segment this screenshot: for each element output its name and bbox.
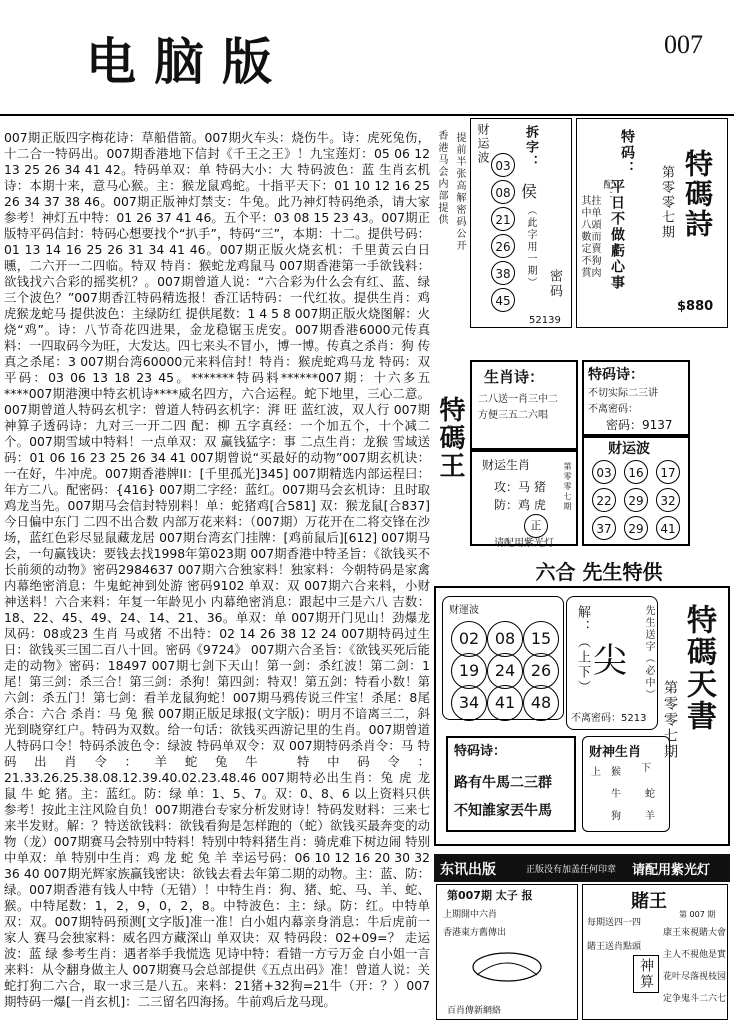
luck-side: 第零零七期 xyxy=(563,462,572,512)
ball: 32 xyxy=(656,488,680,512)
strip-mid: 正版没有加盖任何印章 xyxy=(526,865,617,875)
ball: 19 xyxy=(451,653,487,689)
code-line xyxy=(606,416,673,433)
luck-zodiac-box xyxy=(470,450,578,546)
ball: 48 xyxy=(523,685,559,721)
ball: 03 xyxy=(592,460,616,484)
ball: 21 xyxy=(491,207,515,231)
wave-label: 财运波 xyxy=(476,123,490,165)
poem2-title: 特码诗： xyxy=(454,744,507,759)
wealth-god-left-3: 狗 xyxy=(611,811,621,822)
hint-char: 尖 xyxy=(593,641,627,681)
strip-left: 东讯出版 xyxy=(440,862,496,878)
ball: 08 xyxy=(491,180,515,204)
attack-line xyxy=(494,478,546,495)
hint-nocode-label: 不离密码： xyxy=(571,713,621,724)
wealth-god-left-2: 牛 xyxy=(611,789,621,800)
code-poem-title: 特码诗： xyxy=(588,367,644,383)
zodiac-poem-box xyxy=(470,360,578,450)
special-label: 特码： xyxy=(619,129,635,177)
defend-line xyxy=(494,496,546,513)
taizi-note: 上期開中六肖 xyxy=(443,910,498,920)
attack-value: 马 猪 xyxy=(518,480,546,494)
seal-stamp: 正 xyxy=(524,514,548,538)
sidebar-vertical-right: 提前半张高解密码公开 xyxy=(454,132,465,252)
poem2-line-2: 不知誰家丟牛馬 xyxy=(454,803,552,819)
hint-right: 先生送字（必中） xyxy=(643,605,654,701)
hint-label: 解：（上下） xyxy=(575,605,590,695)
main-text-column: 007期正版四字梅花诗：草船借箭。007期火车头：烧伤牛。诗：虎死兔伤，十二合一特码出。007期香港地下信封《千王之王》！九宝莲灯：05 06 12 13 25 26 34 41 42。特码单双：单 特码大小：大 特码波色：蓝 生肖玄机诗：本期十来，意马心猴。主：猴龙鼠鸡蛇。十指平天下：01 10 12 16 25 26 34 37 38 46。007期正版神灯禁支：牛兔。此乃神灯特码绝杀，请大家参考！神灯五中特：01 26 37 41 46。五个平：03 08 15 23 43。007期正版特平码信封：特码心想要找个“扒手”，特码“三”，本期：十二。提供号码：01 13 14 16 25 26 31 34 41 46。007期正版火烧玄机：千里黄云白日曛，二六开一二四临。特双 特肖：猴蛇龙鸡鼠马 007期香港第一手欲钱料：欲钱找六合彩的摇奖机？。007期曾道人说：“六合彩为什么会有红、蓝、绿三个波色？”007期香江特码精选报！香江话特码：一代红妆。提供生肖：鸡虎猴龙蛇马 提供波色：主绿防红 提供尾数：1 4 5 8 007期正版火烧图解：火烧“鸡”。诗：八节奇花四进果，金龙稳锯玉虎安。007期香港6000元传真料：一四取码今为旺，大发达。四七来头不冒小，博一博。传真之杀肖：狗 传真之杀尾：3 007期台湾60000元来料信封！特肖：猴虎蛇鸡马龙 特码：双 平码：03 06 13 18 23 45。*******特码料******007期：十六多五 ****007期港澳中特玄机诗****威名四方，六合运程。蛇下地里，三心二意。007期曾道人特码玄机字：曾道人特码玄机字：湃 旺 蓝红波，双人行 007期神算子透码诗：九对三一开二四 配：柳 五字真经：一个加五个，十个减二个。007期雪域中特料！一点单双：双 赢钱猛字：事 二点生肖：龙猴 雪域送码：01 06 16 23 25 26 34 41 007期曾说“买最好的动物”007期玄机诀：一在好，牛冲虎。007期香港牌II：[千里孤光]345] 007期精选内部运程曰：年方二八。配密码：{416} 007期二字经：蓝红。007期马会玄机诗：且时取鸡龙当先。007期马会信封特别料！单：蛇猪鸡[合581] 双：猴龙鼠[合837] 今日偏中东门 二四不出合数 内部万花来料：（007期）万花开在二将交锋在沙场，蓝红色彩尽显鼠藏龙居 007期台湾玄门挂牌：[鸡前鼠后][612] 007期马会，一句赢钱诀：要钱去找1998年第023期 007期香港中特圣旨：《欲钱买不长前须的动物》密码2984637 007期六合独家料！独家料：今朝特码是家禽 内幕绝密消息：牛鬼蛇神到处游 密码9102 单双：双 007期六合来料，小财神送料！六合来料：年复一年龄见小 内幕绝密消息：跟起中三是六八 吉数：18、22、45、49、24、14、21、36。单双：单 007期开门见山！劲爆龙凤码：08或23 生肖 马或猪 不出特：02 14 26 38 12 24 007期特码过生日：欲钱买三国二百八十回。密码《9724》 007期六合圣旨：《欲钱买死后能走的动物》密码：18497 007期七剑下天山！第一剑：杀红波！第二剑：1尾！第三剑：杀三合！第三剑：杀狗！第四剑：特双！第五剑：特看小数！第六剑：杀五门！第七剑：看羊龙鼠狗蛇！007期马鸦传说三件宝！杀尾：8尾 杀合：六合 杀肖：马 兔 猴 007期正版足球报(文字版)：明月不谙离三二，斜光到晓穿红户。特码为双数。给一句话：欲钱买西游记里的生肖。007期曾道人特码口令！特码杀波色令：绿波 特码单双令：双 007期特码杀肖令：马 特码出肖令：羊蛇兔牛 特中码令：21.33.26.25.38.08.12.39.40.02.23.48.46 007期特必出生肖：兔 虎 龙 鼠 牛 蛇 猪。主：蓝红。防：绿 单：1、5、7。双：0、8、6 以上资料只供参考！按此主注风险自负！007期港台专家分析发财诗！特码发财料：三来七来半发财。解：？特送欲钱料：欲钱看狗是怎样跑的（蛇）欲钱买最奔变的动物（龙）007期赛马会特别中特料！特别中特料猪生肖：骑虎难下树边闹 特别中单双：单 特别中生肖：鸡 龙 蛇 兔 羊 幸运号码：06 10 12 16 20 30 32 36 40 007期光辉家族赢钱密诀：欲钱去看去年第二期的动物。主：蓝、防：绿。007期香港有钱人中特（无错）！中特生肖：狗、猪、蛇、马、羊、蛇、猴。中特尾数：1，2，9，0，2，8。中特波色：主：绿。防：红。中特单双：双。007期特码预测[文字版]准一准！白小姐内幕亲身消息：牛后虎前一家人 赛马会独家料：威名四方藏深山 单双诀：双 特码段：02+09=？ 走运波：蓝 绿 参考生肖：遇者举手我慌选 见诗中特：看错一方亏万金 白小姐一言来料：从令翻身做主人 007期赛马会总部提供《五点出码》准！曾道人说：关蛇打狗二六合，取一求三是八五。来料：21猪+32狗=21牛（开：？）007期特码一爆[一肖玄机]：二三留名四海扬。牛前鸡后龙马现。 xyxy=(4,130,430,1009)
zodiac-poem-line-2: 方便三五二六唱 xyxy=(478,410,548,421)
header-rule xyxy=(0,114,734,116)
zodiac-poem-title: 生肖诗： xyxy=(484,368,545,386)
char-label: 拆字： xyxy=(523,125,538,170)
defend-label: 防： xyxy=(494,498,519,512)
code-value: 9137 xyxy=(642,418,673,432)
price: $880 xyxy=(677,299,714,314)
taizi-box xyxy=(436,884,578,1020)
ball: 29 xyxy=(624,488,648,512)
luck-footer: 请配用紫光灯 xyxy=(494,538,554,549)
ball: 24 xyxy=(487,653,523,689)
zodiac-poem-line-1: 二八送一肖三中二 xyxy=(478,394,558,405)
taizi-footer: 百肖傳新網絡 xyxy=(447,1006,502,1016)
dubo-line-4: 定争鬼斗二六七 xyxy=(663,994,727,1004)
cipher-code: 52139 xyxy=(529,315,561,326)
ball: 29 xyxy=(624,516,648,540)
special-title: 特碼詩 xyxy=(681,149,714,239)
dubo-period: 第 007 期 xyxy=(679,910,716,919)
ball: 22 xyxy=(592,488,616,512)
te-ma-wang: 特碼王 xyxy=(435,396,465,480)
code-poem-box xyxy=(582,360,690,436)
dubo-line-3: 花叶尽落视枝园 xyxy=(663,972,727,982)
wave-numbers xyxy=(491,153,515,315)
pei-line-2: 其中八數定不賞 xyxy=(579,195,590,279)
six-he-banner: 六合 先生特供 xyxy=(535,560,663,584)
bottom-strip xyxy=(434,854,730,882)
wealth-god-right-1: 蛇 xyxy=(645,789,655,800)
cipher-label: 密码 xyxy=(547,269,562,299)
ball: 15 xyxy=(523,621,559,657)
pei-label: 配： xyxy=(601,179,612,203)
dubo-line-2: 主人不視他是實 xyxy=(663,950,727,960)
hint-code: 5213 xyxy=(621,713,647,724)
page-title: 电脑版 xyxy=(86,32,290,91)
wealth-wave-box xyxy=(582,436,690,546)
nocode-label: 不离密码： xyxy=(588,404,638,415)
taizi-poem: 香港東方舊傳出 xyxy=(443,928,507,938)
fortune-box xyxy=(470,118,572,328)
ball: 03 xyxy=(491,153,515,177)
special-poem-box xyxy=(576,118,728,328)
wave2-title: 财運波 xyxy=(449,605,479,616)
dubo-seal: 神算 xyxy=(633,955,659,993)
ball: 26 xyxy=(491,234,515,258)
poem2-box xyxy=(446,736,576,832)
ball: 08 xyxy=(487,621,523,657)
code-poem-line: 不切实际二三讲 xyxy=(588,388,658,399)
hint-box xyxy=(566,596,658,730)
special-line: 平日不做虧心事 xyxy=(609,179,625,291)
wealth-god-title: 财神生肖 xyxy=(589,745,642,760)
ball: 45 xyxy=(491,288,515,312)
wealth-god-down: 下 xyxy=(641,763,651,774)
issue-number: 007 xyxy=(664,30,703,59)
ball: 37 xyxy=(592,516,616,540)
luck-title: 财运生肖 xyxy=(482,458,531,472)
poem2-line-1: 路有牛馬二三群 xyxy=(454,775,552,791)
dubo-sub2: 賭王送肖點頭 xyxy=(587,942,642,952)
ball: 34 xyxy=(451,685,487,721)
attack-label: 攻： xyxy=(494,480,519,494)
dubo-line-1: 康王來視賭大會 xyxy=(663,928,727,938)
dubo-box xyxy=(582,884,728,1020)
sidebar-vertical-left: 香港马会内部提供 xyxy=(436,130,447,226)
strip-right: 请配用紫光灯 xyxy=(632,863,711,878)
dubo-title: 賭王 xyxy=(631,891,667,912)
ball: 17 xyxy=(656,460,680,484)
ball: 41 xyxy=(487,685,523,721)
ball: 16 xyxy=(624,460,648,484)
period-label: 第零零七期 xyxy=(659,165,674,240)
hint-code-line xyxy=(571,709,646,724)
pei-line-1: 拄单頭而賣狗肉 xyxy=(589,195,600,279)
tianshu-title: 特碼天書 xyxy=(681,604,716,732)
char-note: （此字用一期） xyxy=(525,205,536,289)
ball: 38 xyxy=(491,261,515,285)
char-value: 侯 xyxy=(521,182,538,201)
taizi-illustration xyxy=(467,945,547,985)
wealth-god-box xyxy=(582,736,670,832)
wave2-box xyxy=(442,596,564,720)
ball: 41 xyxy=(656,516,680,540)
tianshu-period: 第零零七期 xyxy=(662,680,678,760)
wealth-wave-title: 财运波 xyxy=(608,441,650,457)
wealth-god-right-2: 羊 xyxy=(645,811,655,822)
code-label: 密码： xyxy=(606,418,643,432)
taizi-title: 第007期 太子 报 xyxy=(447,889,533,902)
dubo-sub1: 每期送四一四 xyxy=(587,918,642,928)
defend-value: 鸡 虎 xyxy=(518,498,546,512)
wealth-god-up: 上 xyxy=(591,767,601,778)
ball: 26 xyxy=(523,653,559,689)
ball: 02 xyxy=(451,621,487,657)
wealth-god-left-1: 猴 xyxy=(611,767,621,778)
